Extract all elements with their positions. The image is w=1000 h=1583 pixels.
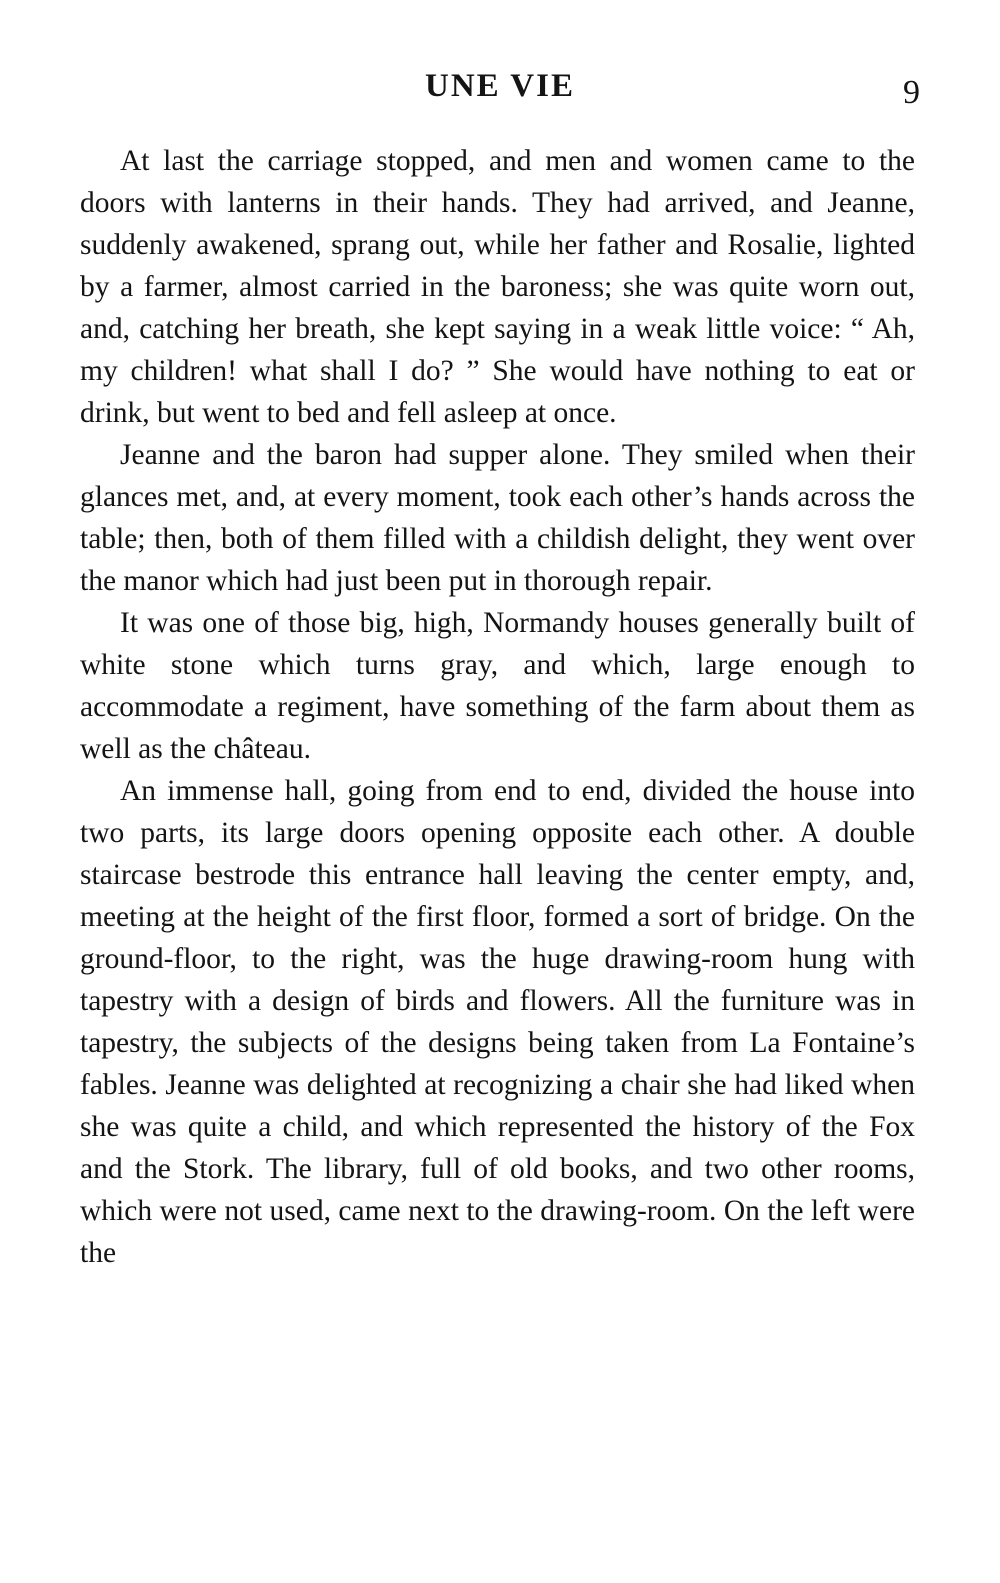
paragraph: Jeanne and the baron had supper alone. They smiled when their glances met, and, at every moment, took each other’s hands across the table; then, both of them filled with a childish delight, they went over the manor which had just been put in thorough repair. bbox=[80, 439, 915, 597]
paragraph: An immense hall, going from end to end, divided the house into two parts, its large doors opening opposite each other. A double staircase bestrode this entrance hall leaving the center empty, and, meeting at the height of the first floor, formed a sort of bridge. On the ground-floor, to the right, was the huge drawing-room hung with tapestry with a design of birds and flowers. All the furniture was in tapestry, the subjects of the designs being taken from La Fontaine’s fables. Jeanne was delighted at recognizing a chair she had liked when she was quite a child, and which represented the history of the Fox and the Stork. The library, full of old books, and two other rooms, which were not used, came next to the drawing-room. On the left were the bbox=[80, 775, 915, 1269]
body-text bbox=[80, 140, 915, 1274]
page-number: 9 bbox=[903, 74, 920, 111]
paragraph: It was one of those big, high, Normandy houses generally built of white stone which turns gray, and which, large enough to accommodate a regiment, have something of the farm about them as well as the château. bbox=[80, 607, 915, 765]
running-title: UNE VIE bbox=[424, 68, 575, 104]
paragraph: At last the carriage stopped, and men and women came to the doors with lanterns in their hands. They had arrived, and Jeanne, suddenly awakened, sprang out, while her father and Rosalie, lighted by a farmer, almost carried in the baroness; she was quite worn out, and, catching her breath, she kept saying in a weak little voice: “ Ah, my children! what shall I do? ” She would have nothing to eat or drink, but went to bed and fell asleep at once. bbox=[80, 145, 915, 429]
